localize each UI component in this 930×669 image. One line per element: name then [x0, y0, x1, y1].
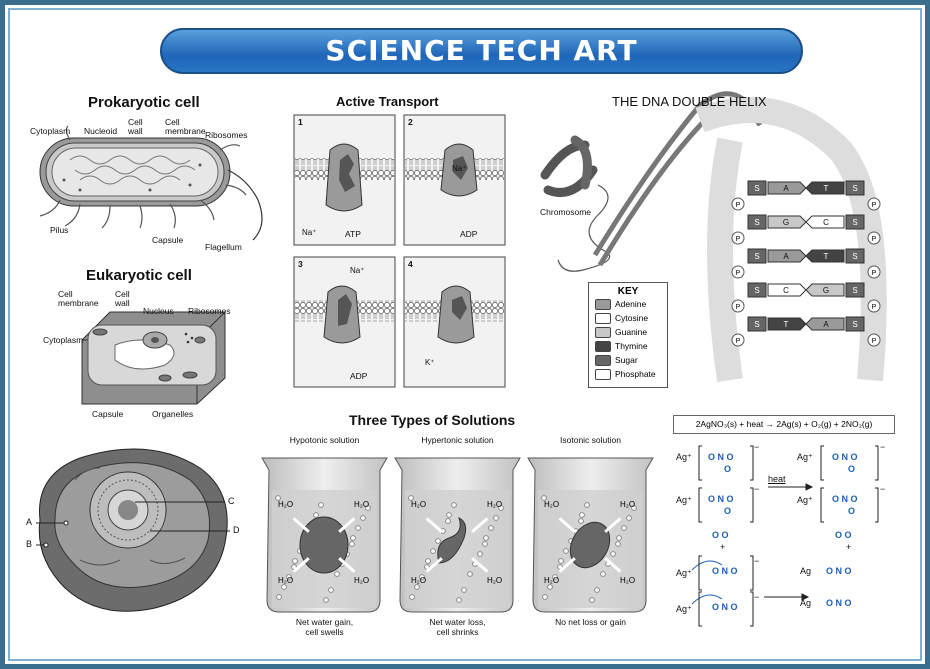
charge-minus: −	[754, 484, 760, 494]
eukaryote-label-nucleus: Nucleus	[143, 306, 174, 316]
panel-2-number: 2	[408, 117, 413, 127]
prokaryote-label-ribosomes: Ribosomes	[205, 130, 248, 140]
svg-text:S: S	[754, 320, 760, 329]
water-label: H₂O	[487, 500, 503, 509]
transport-panel-1	[294, 115, 395, 245]
beaker	[262, 458, 387, 612]
nitrate-3: O N O	[832, 452, 858, 462]
svg-text:S: S	[754, 286, 760, 295]
active-transport-title: Active Transport	[336, 94, 439, 109]
dna-key-label: Guanine	[615, 327, 648, 337]
svg-text:P: P	[735, 338, 741, 345]
water-label: H₂O	[278, 500, 294, 509]
cell-label-d: D	[233, 525, 240, 535]
dna-key-label: Sugar	[615, 355, 638, 365]
prokaryotic-cell-drawing	[40, 126, 262, 240]
prokaryote-title: Prokaryotic cell	[88, 94, 200, 111]
nitrogen-dioxide-2: O N O	[826, 598, 852, 608]
panel-2-ion: Na⁺	[452, 164, 467, 173]
solution-caption-2: cell swells	[305, 627, 344, 637]
panel-3-ion: Na⁺	[350, 266, 365, 275]
prokaryote-label-nucleoid: Nucleoid	[84, 126, 118, 136]
oxygen-molecule-left: O O	[712, 530, 729, 540]
svg-text:P: P	[735, 270, 741, 277]
eukaryotic-cell-drawing	[82, 312, 225, 404]
dna-key-swatch	[595, 355, 611, 366]
water-label: H₂O	[544, 576, 560, 585]
water-label: H₂O	[620, 500, 636, 509]
svg-text:S: S	[852, 286, 858, 295]
solution-caption-1: No net loss or gain	[555, 617, 626, 627]
dna-key-swatch	[595, 327, 611, 338]
dna-base-pair	[732, 317, 880, 346]
dna-key	[588, 282, 668, 388]
water-label: H₂O	[354, 500, 370, 509]
charge-minus: −	[754, 556, 760, 566]
water-label: H₂O	[278, 576, 294, 585]
charge-minus: −	[754, 592, 760, 602]
water-label: H₂O	[354, 576, 370, 585]
nitrate-1: O N O	[708, 452, 734, 462]
charge-minus: −	[880, 484, 886, 494]
dna-key-item	[589, 297, 667, 311]
dna-key-label: Thymine	[615, 341, 648, 351]
ag-plus-3: Ag⁺	[797, 452, 813, 462]
dna-key-swatch	[595, 341, 611, 352]
active-transport-panels	[294, 115, 505, 387]
plus-sign-1: +	[720, 542, 726, 552]
panel-1-energy: ATP	[345, 229, 361, 239]
prokaryote-label-pilus: Pilus	[50, 225, 69, 235]
water-label: H₂O	[544, 500, 560, 509]
dna-key-swatch	[595, 369, 611, 380]
dna-base-pair	[732, 283, 880, 312]
panel-4-number: 4	[408, 259, 413, 269]
transport-panel-2	[404, 115, 505, 245]
ag-plus-2: Ag⁺	[676, 495, 692, 505]
svg-text:P: P	[871, 236, 877, 243]
dna-base-right: T	[823, 184, 829, 193]
solution-caption-1: Net water loss,	[429, 617, 486, 627]
dna-key-item	[589, 339, 667, 353]
prokaryote-label-flagellum: Flagellum	[205, 242, 242, 252]
cell-label-b: B	[26, 539, 33, 549]
eukaryote-label-cell-wall: Cell wall	[115, 289, 130, 308]
prokaryote-label-capsule: Capsule	[152, 235, 184, 245]
panel-1-ion: Na⁺	[302, 228, 317, 237]
solution-caption-2: cell shrinks	[436, 627, 479, 637]
svg-text:S: S	[754, 184, 760, 193]
nitrogen-dioxide-1: O N O	[826, 566, 852, 576]
svg-text:P: P	[871, 304, 877, 311]
beaker	[395, 458, 520, 612]
nitrite-1: O N O	[712, 566, 738, 576]
eukaryote-label-capsule: Capsule	[92, 409, 124, 419]
chromosome-label: Chromosome	[540, 207, 592, 217]
eukaryote-label-cytoplasm: Cytoplasm	[43, 335, 84, 345]
dna-base-left: A	[783, 252, 789, 261]
charge-minus: −	[880, 442, 886, 452]
beaker	[528, 458, 653, 612]
nitrite-2: O N O	[712, 602, 738, 612]
svg-text:P: P	[735, 304, 741, 311]
dna-key-item	[589, 367, 667, 381]
nitrate-1-o: O	[724, 464, 732, 474]
nitrate-2-o: O	[724, 506, 732, 516]
solution-name: Hypotonic solution	[289, 435, 360, 445]
prokaryote-label-cell-wall: Cell wall	[128, 117, 143, 136]
dna-title: THE DNA DOUBLE HELIX	[612, 94, 767, 109]
panel-2-energy: ADP	[460, 229, 478, 239]
dna-key-title: KEY	[617, 286, 639, 297]
water-label: H₂O	[411, 500, 427, 509]
panel-3-number: 3	[298, 259, 303, 269]
dna-base-right: G	[822, 286, 830, 295]
eukaryote-label-cell-membrane: Cell membrane	[58, 289, 99, 308]
silver-2: Ag	[800, 598, 812, 608]
panel-1-number: 1	[298, 117, 303, 127]
silver-1: Ag	[800, 566, 812, 576]
beakers	[262, 458, 653, 612]
dna-key-item	[589, 311, 667, 325]
svg-text:P: P	[735, 202, 741, 209]
decomposition-equation: 2AgNO₃(s) + heat → 2Ag(s) + O₂(g) + 2NO₂(g)	[673, 415, 895, 434]
plus-sign-2: +	[846, 542, 852, 552]
panel-4-ion: K⁺	[425, 358, 435, 367]
svg-text:S: S	[852, 184, 858, 193]
dna-base-right: A	[823, 320, 829, 329]
dna-key-swatch	[595, 299, 611, 310]
svg-text:P: P	[871, 338, 877, 345]
dna-key-label: Phosphate	[615, 369, 656, 379]
transport-panel-4	[404, 257, 505, 387]
dna-key-label: Adenine	[615, 299, 647, 309]
solution-caption-1: Net water gain,	[295, 617, 354, 627]
dna-base-left: C	[783, 286, 789, 295]
nitrate-4: O N O	[832, 494, 858, 504]
svg-text:S: S	[852, 218, 858, 227]
solution-name: Hypertonic solution	[421, 435, 494, 445]
cell-label-c: C	[228, 496, 235, 506]
dna-base-left: A	[783, 184, 789, 193]
nitrate-2: O N O	[708, 494, 734, 504]
dna-base-right: T	[823, 252, 829, 261]
svg-text:P: P	[871, 270, 877, 277]
svg-text:S: S	[852, 252, 858, 261]
charge-minus: −	[754, 442, 760, 452]
eukaryote-label-ribosomes: Ribosomes	[188, 306, 231, 316]
svg-text:S: S	[852, 320, 858, 329]
prokaryote-label-cell-membrane: Cell membrane	[165, 117, 206, 136]
ag-plus-1: Ag⁺	[676, 452, 692, 462]
cell-section-drawing	[36, 449, 230, 611]
water-label: H₂O	[411, 576, 427, 585]
dna-base-right: C	[823, 218, 829, 227]
dna-base-left: G	[782, 218, 790, 227]
heat-label: heat	[768, 474, 786, 484]
transport-panel-3	[294, 257, 395, 387]
dna-key-label: Cytosine	[615, 313, 649, 323]
svg-text:P: P	[871, 202, 877, 209]
water-label: H₂O	[620, 576, 636, 585]
solution-name: Isotonic solution	[560, 435, 621, 445]
oxygen-molecule: O O	[835, 530, 852, 540]
ag-plus-5: Ag⁺	[676, 568, 692, 578]
dna-base-left: T	[783, 320, 789, 329]
svg-text:S: S	[754, 252, 760, 261]
dna-key-item	[589, 353, 667, 367]
ag-plus-6: Ag⁺	[676, 604, 692, 614]
eukaryote-title: Eukaryotic cell	[86, 267, 192, 284]
panel-3-energy: ADP	[350, 371, 368, 381]
dna-key-swatch	[595, 313, 611, 324]
dna-base-pair	[732, 249, 880, 278]
dna-key-item	[589, 325, 667, 339]
svg-text:P: P	[735, 236, 741, 243]
solutions-title: Three Types of Solutions	[349, 412, 516, 428]
banner-title: SCIENCE TECH ART	[160, 28, 803, 74]
eukaryote-label-organelles: Organelles	[152, 409, 194, 419]
cell-label-a: A	[26, 517, 33, 527]
water-label: H₂O	[487, 576, 503, 585]
ag-plus-4: Ag⁺	[797, 495, 813, 505]
prokaryote-label-cytoplasm: Cytoplasm	[30, 126, 71, 136]
nitrate-4-o: O	[848, 506, 856, 516]
nitrate-3-o: O	[848, 464, 856, 474]
svg-text:S: S	[754, 218, 760, 227]
